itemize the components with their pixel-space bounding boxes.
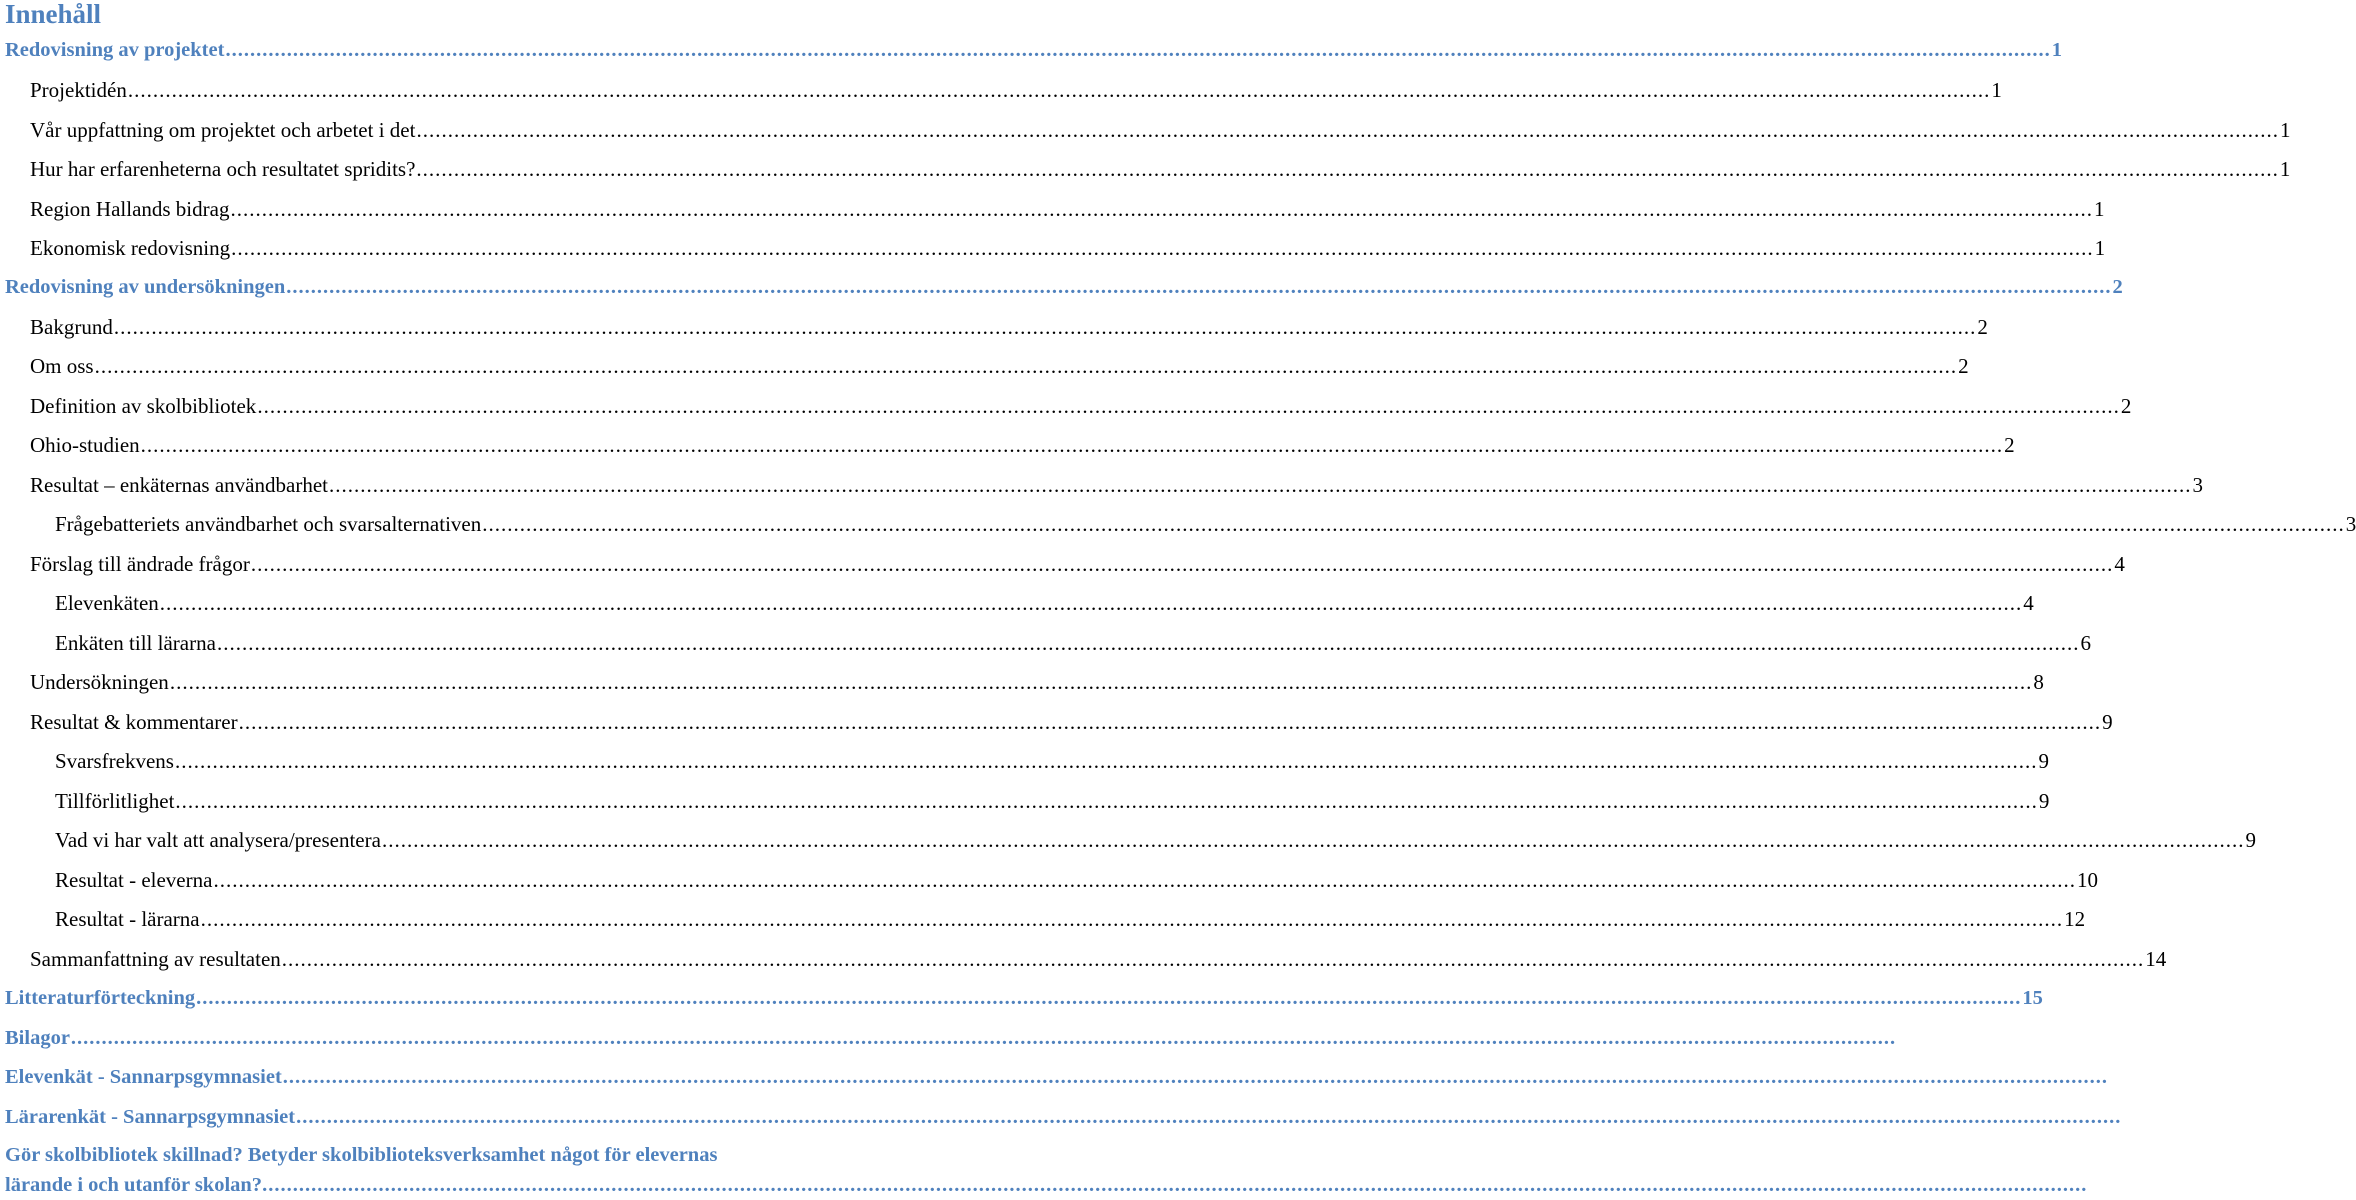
- toc-entry-page: 12: [2064, 907, 2086, 931]
- toc-entry-page: 1: [2094, 236, 2106, 260]
- toc-entry-page: 6: [2080, 631, 2091, 655]
- toc-entry[interactable]: [30, 313, 1988, 341]
- toc-entry-title: Enkäten till lärarna: [55, 631, 216, 655]
- toc-entry-page: 9: [2102, 710, 2113, 734]
- toc-entry[interactable]: [30, 76, 2002, 104]
- toc-entry-page: 1: [2051, 39, 2062, 61]
- toc-entry[interactable]: [30, 392, 2132, 420]
- toc-leader-dots: ..........................................................................................................................................................................................................................................................................................................: [257, 394, 2120, 418]
- toc-entry[interactable]: [5, 984, 2043, 1012]
- toc-leader-dots: ..........................................................................................................................................................................................................................................................................................................: [70, 1027, 1897, 1049]
- toc-entry[interactable]: [5, 36, 2062, 64]
- toc-leader-dots: ..........................................................................................................................................................................................................................................................................................................: [230, 197, 2093, 221]
- toc-entry-page: 1: [2279, 118, 2291, 142]
- toc-entry[interactable]: [30, 352, 1969, 380]
- toc-entry-title: Resultat - eleverna: [55, 868, 213, 892]
- toc-entry-title: Om oss: [30, 354, 94, 378]
- toc-entry-page: 9: [2245, 828, 2256, 852]
- toc-entry-title: Lärarenkät - Sannarpsgymnasiet: [5, 1106, 296, 1128]
- toc-entry-title: Undersökningen: [30, 670, 169, 694]
- toc-leader-dots: ..........................................................................................................................................................................................................................................................................................................: [174, 749, 2038, 773]
- toc-heading: Innehåll: [5, 0, 102, 29]
- toc-leader-dots: ..........................................................................................................................................................................................................................................................................................................: [238, 710, 2102, 734]
- toc-entry-page: 9: [2038, 789, 2050, 813]
- toc-leader-dots: ..........................................................................................................................................................................................................................................................................................................: [416, 118, 2279, 142]
- toc-entry-page: 1: [2093, 197, 2105, 221]
- toc-leader-dots: ..........................................................................................................................................................................................................................................................................................................: [169, 670, 2033, 694]
- toc-leader-dots: ..........................................................................................................................................................................................................................................................................................................: [482, 512, 2345, 536]
- toc-entry-title: Hur har erfarenheterna och resultatet spridits?: [30, 157, 416, 181]
- toc-leader-dots: ..........................................................................................................................................................................................................................................................................................................: [381, 828, 2245, 852]
- toc-entry-page: 10: [2076, 868, 2098, 892]
- toc-entry-title: Vår uppfattning om projektet och arbetet i det: [30, 118, 416, 142]
- toc-entry[interactable]: [30, 195, 2105, 223]
- toc-entry[interactable]: [55, 905, 2086, 933]
- toc-entry-title: Ohio-studien: [30, 433, 140, 457]
- toc-entry[interactable]: [5, 273, 2123, 301]
- toc-entry-page: 4: [2023, 591, 2034, 615]
- toc-entry-page: 14: [2145, 947, 2167, 971]
- toc-entry-title: Resultat & kommentarer: [30, 710, 238, 734]
- toc-leader-dots: ..........................................................................................................................................................................................................................................................................................................: [200, 907, 2064, 931]
- toc-entry[interactable]: [30, 471, 2203, 499]
- toc-entry-title: Redovisning av undersökningen: [5, 276, 286, 298]
- toc-entry-title: Region Hallands bidrag: [30, 197, 230, 221]
- toc-leader-dots: ..........................................................................................................................................................................................................................................................................................................: [225, 39, 2051, 61]
- toc-leader-dots: ..........................................................................................................................................................................................................................................................................................................: [281, 947, 2145, 971]
- toc-entry-title: Litteraturförteckning: [5, 987, 196, 1009]
- toc-entry-page: 4: [2114, 552, 2125, 576]
- toc-entry-title-line2: lärande i och utanför skolan?: [5, 1174, 263, 1196]
- toc-entry[interactable]: [30, 708, 2113, 736]
- toc-entry-page: 1: [1991, 78, 2002, 102]
- toc-entry-page: 2: [2004, 433, 2015, 457]
- toc-entry[interactable]: [5, 1103, 2122, 1131]
- toc-leader-dots: ..........................................................................................................................................................................................................................................................................................................: [416, 157, 2279, 181]
- toc-leader-dots: ..........................................................................................................................................................................................................................................................................................................: [282, 1066, 2109, 1088]
- toc-entry[interactable]: [55, 629, 2091, 657]
- toc-entry-title: Bilagor: [5, 1027, 70, 1049]
- toc-entry[interactable]: [55, 826, 2256, 854]
- toc-entry[interactable]: [55, 510, 2356, 538]
- toc-entry-title: Elevenkäten: [55, 591, 159, 615]
- toc-leader-dots: ..........................................................................................................................................................................................................................................................................................................: [286, 276, 2112, 298]
- toc-entry-title: Tillförlitlighet: [55, 789, 175, 813]
- toc-entry-page: 9: [2038, 749, 2049, 773]
- toc-leader-dots: ..........................................................................................................................................................................................................................................................................................................: [296, 1106, 2122, 1128]
- toc-leader-dots: ..........................................................................................................................................................................................................................................................................................................: [175, 789, 2038, 813]
- toc-entry[interactable]: [30, 116, 2291, 144]
- toc-leader-dots: ..........................................................................................................................................................................................................................................................................................................: [231, 236, 2094, 260]
- toc-entry-title-line1: Gör skolbibliotek skillnad? Betyder skolbiblioteksverksamhet något för elevernas: [5, 1144, 718, 1166]
- toc-leader-dots: ..........................................................................................................................................................................................................................................................................................................: [250, 552, 2114, 576]
- toc-entry-title: Definition av skolbibliotek: [30, 394, 257, 418]
- toc-leader-dots: ..........................................................................................................................................................................................................................................................................................................: [159, 591, 2023, 615]
- toc-entry[interactable]: [30, 431, 2015, 459]
- toc-leader-dots: ..........................................................................................................................................................................................................................................................................................................: [94, 354, 1958, 378]
- toc-entry[interactable]: [5, 1063, 2109, 1091]
- toc-entry-page: 2: [2112, 276, 2123, 298]
- toc-leader-dots: ..........................................................................................................................................................................................................................................................................................................: [216, 631, 2080, 655]
- toc-entry[interactable]: [30, 550, 2125, 578]
- toc-leader-dots: ..........................................................................................................................................................................................................................................................................................................: [196, 987, 2022, 1009]
- toc-entry-page: 2: [1977, 315, 1988, 339]
- toc-leader-dots: ..........................................................................................................................................................................................................................................................................................................: [213, 868, 2076, 892]
- toc-entry-title: Ekonomisk redovisning: [30, 236, 231, 260]
- toc-entry[interactable]: [55, 747, 2049, 775]
- toc-leader-dots: ..........................................................................................................................................................................................................................................................................................................: [262, 1174, 2088, 1196]
- toc-entry[interactable]: [30, 155, 2291, 183]
- toc-entry[interactable]: [55, 787, 2050, 815]
- toc-leader-dots: ..........................................................................................................................................................................................................................................................................................................: [328, 473, 2192, 497]
- toc-entry-title: Frågebatteriets användbarhet och svarsalternativen: [55, 512, 482, 536]
- toc-entry-page: 3: [2345, 512, 2356, 536]
- toc-entry-page: 3: [2192, 473, 2203, 497]
- toc-entry-title: Redovisning av projektet: [5, 39, 225, 61]
- toc-entry-page: 2: [2120, 394, 2132, 418]
- toc-entry-title: Svarsfrekvens: [55, 749, 174, 773]
- toc-entry-multiline[interactable]: [5, 1140, 2088, 1200]
- toc-entry[interactable]: [30, 945, 2167, 973]
- toc-entry-page: 2: [1958, 354, 1969, 378]
- toc-leader-dots: ..........................................................................................................................................................................................................................................................................................................: [113, 315, 1977, 339]
- toc-entry-title: Sammanfattning av resultaten: [30, 947, 281, 971]
- toc-entry[interactable]: [30, 668, 2044, 696]
- toc-entry-title: Bakgrund: [30, 315, 113, 339]
- toc-entry[interactable]: [30, 234, 2106, 262]
- toc-entry-title: Elevenkät - Sannarpsgymnasiet: [5, 1066, 282, 1088]
- toc-leader-dots: ..........................................................................................................................................................................................................................................................................................................: [140, 433, 2004, 457]
- toc-entry-title: Resultat - lärarna: [55, 907, 200, 931]
- toc-entry-page: 15: [2022, 987, 2043, 1009]
- toc-entry-title: Resultat – enkäternas användbarhet: [30, 473, 328, 497]
- toc-entry[interactable]: [55, 589, 2034, 617]
- toc-entry-page: 1: [2279, 157, 2291, 181]
- toc-leader-dots: ..........................................................................................................................................................................................................................................................................................................: [127, 78, 1991, 102]
- toc-entry-line2: [5, 1170, 2088, 1200]
- toc-entry-title: Vad vi har valt att analysera/presentera: [55, 828, 381, 852]
- toc-entry[interactable]: [55, 866, 2098, 894]
- toc-entry-title: Förslag till ändrade frågor: [30, 552, 250, 576]
- toc-entry-title: Projektidén: [30, 78, 127, 102]
- toc-entry[interactable]: [5, 1024, 1897, 1052]
- toc-entry-page: 8: [2033, 670, 2044, 694]
